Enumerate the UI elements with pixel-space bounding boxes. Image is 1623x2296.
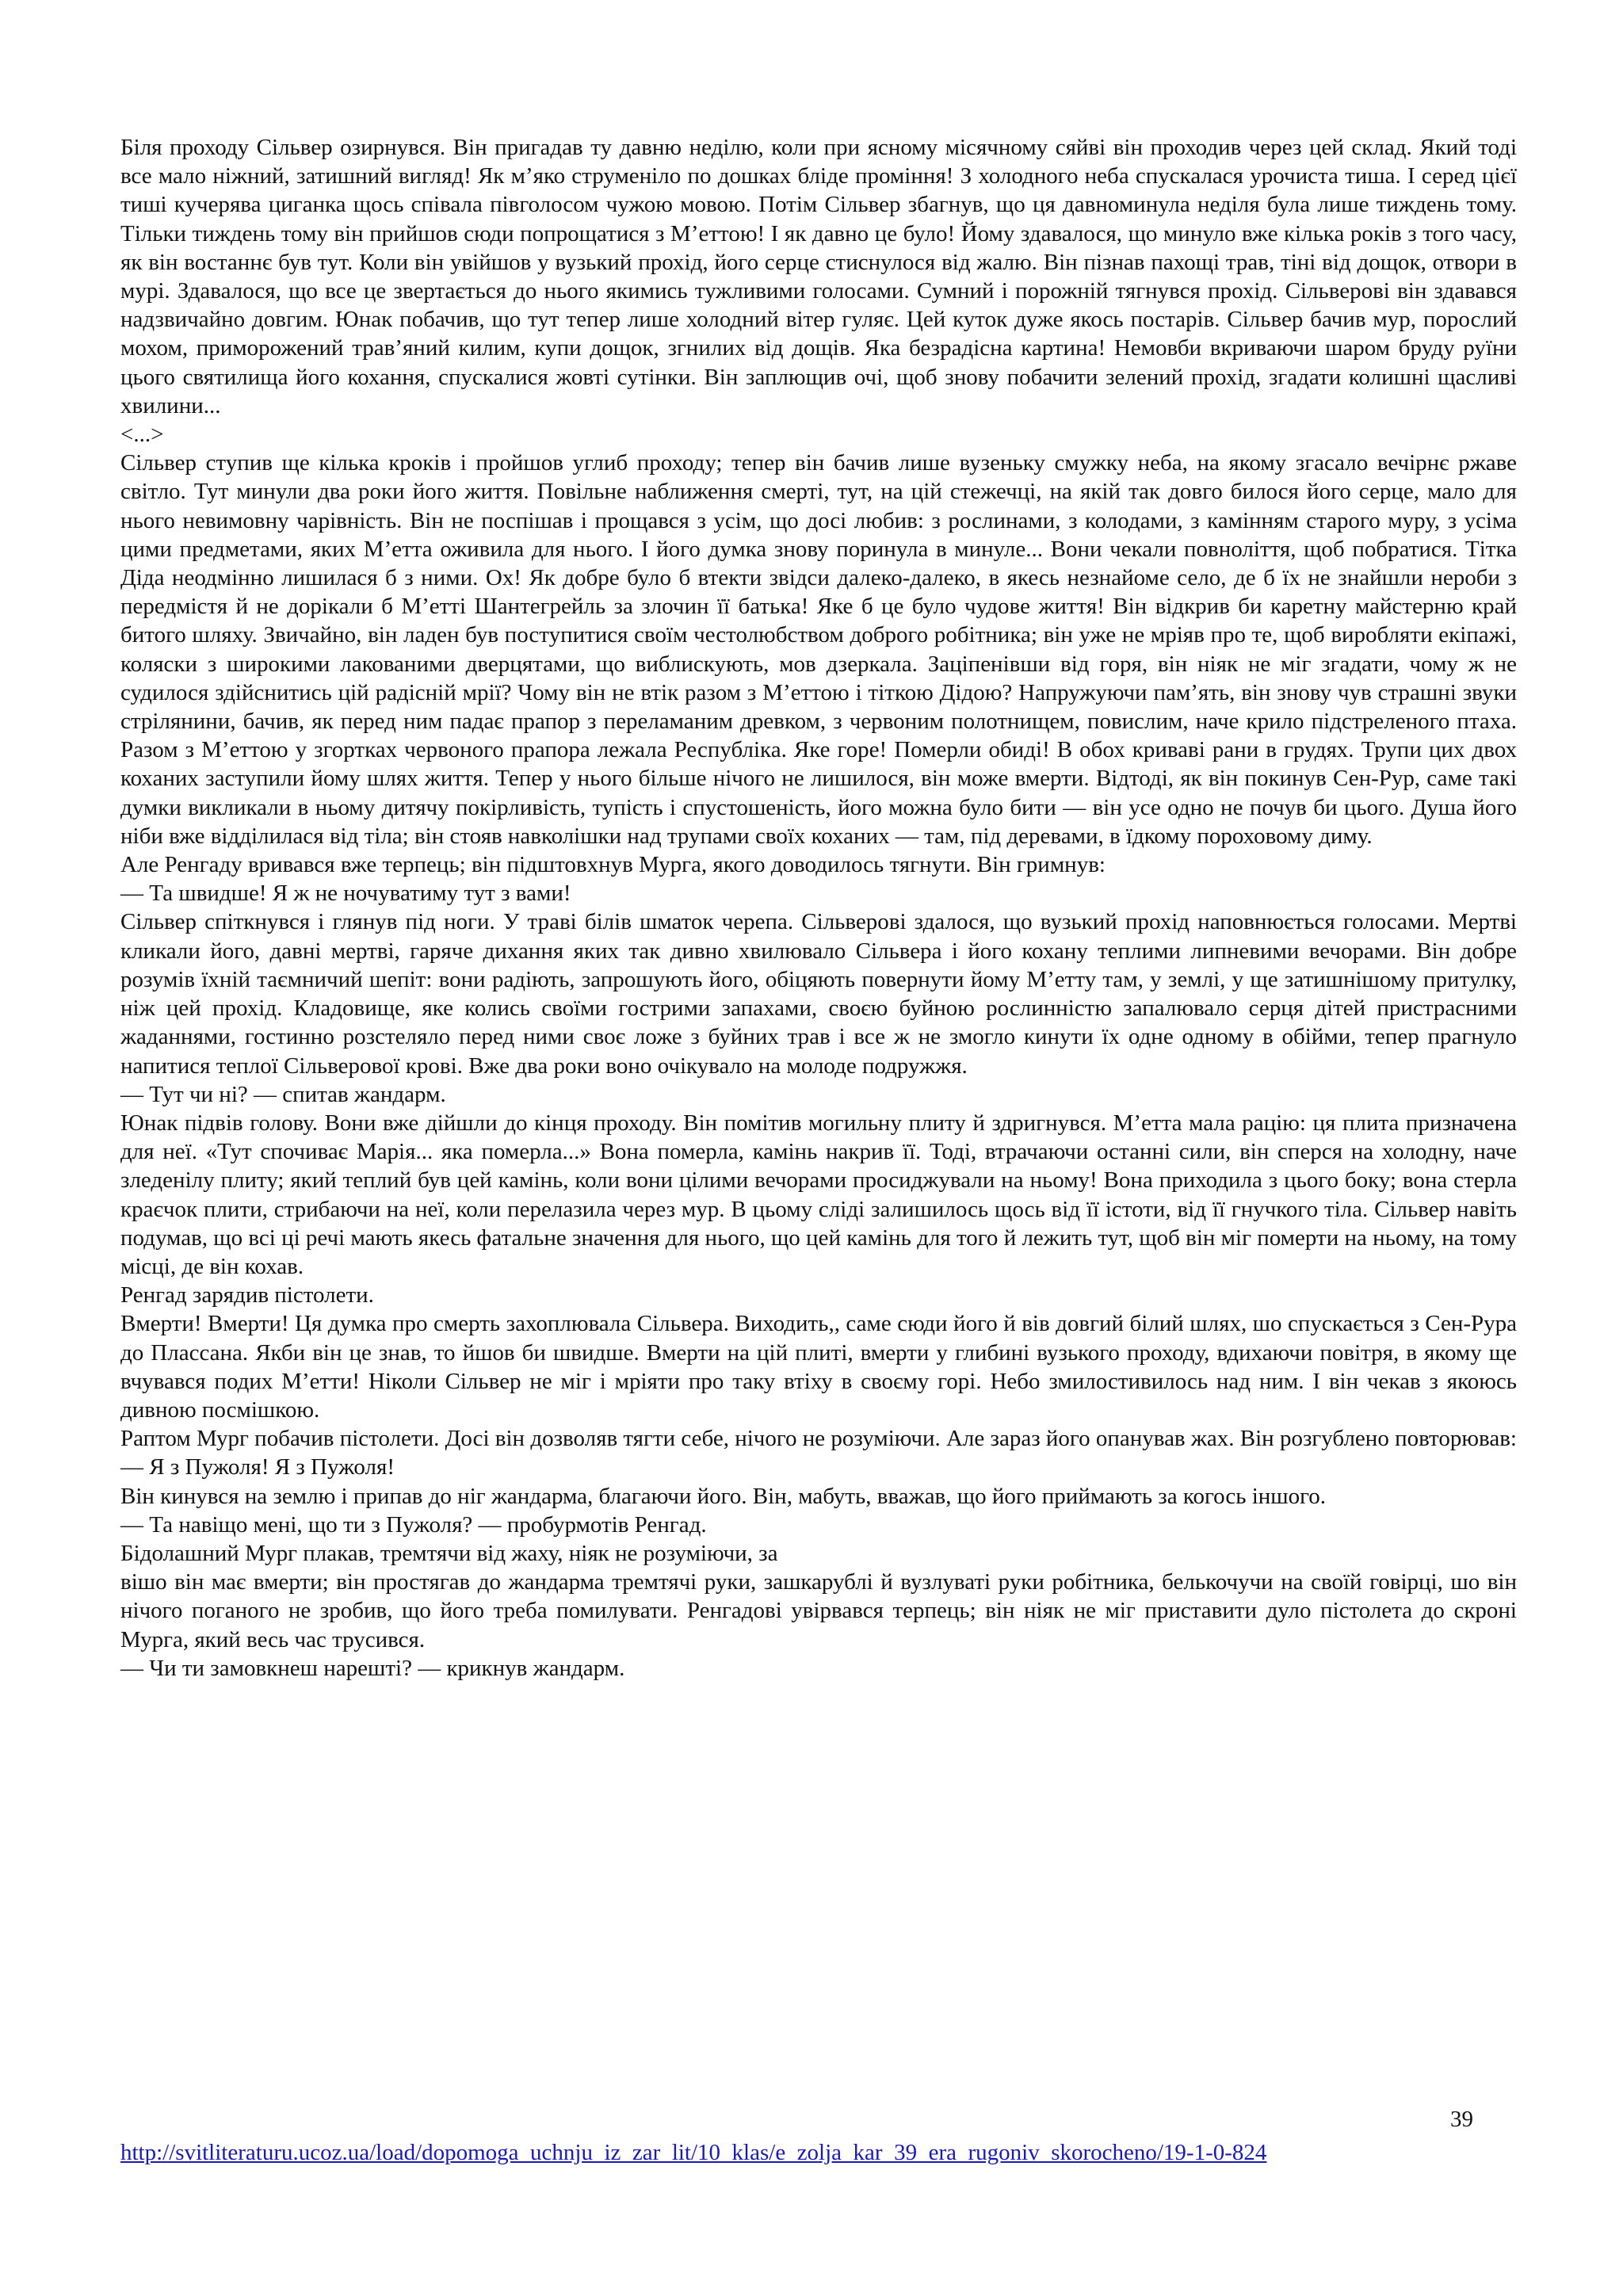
paragraph: Він кинувся на землю і припав до ніг жандарма, благаючи його. Він, мабуть, вважав, що його приймають за когось іншого. (120, 1483, 1327, 1509)
dialogue-line: — Чи ти замовкнеш нарешті? — крикнув жандарм. (120, 1655, 625, 1681)
dialogue-line: — Тут чи ні? — спитав жандарм. (120, 1081, 446, 1107)
document-body (120, 133, 1517, 1683)
dialogue-line: — Та швидше! Я ж не ночуватиму тут з вами! (120, 881, 571, 907)
paragraph: Раптом Мург побачив пістолети. Досі він дозволяв тягти себе, нічого не розуміючи. Але зараз його опанував жах. Він розгублено повторював: (120, 1426, 1517, 1452)
paragraph: Ренгад зарядив пістолети. (120, 1282, 374, 1308)
paragraph: Сільвер ступив ще кілька кроків і пройшов углиб проходу; тепер він бачив лише вузеньку смужку неба, на якому згасало вечірнє ржаве світло. Тут минули два роки його життя. Повільне наближення смерті, тут, на цій стежечці, на якій так довго билося його серце, мало для нього невимовну чарівність. Він не поспішав і прощався з усім, що досі любив: з рослинами, з колодами, з камінням старого муру, з усіма цими предметами, яких М’етта оживила для нього. І його думка знову поринула в минуле... Вони чекали повноліття, щоб побратися. Тітка Діда неодмінно лишилася б з ними. Ох! Як добре було б втекти звідси далеко-далеко, в якесь незнайоме село, де б їх не знайшли нероби з передмістя й не дорікали б М’етті Шантегрейль за злочин її батька! Яке б це було чудове життя! Він відкрив би каретну майстерню край битого шляху. Звичайно, він ладен був поступитися своїм честолюбством доброго робітника; він уже не мріяв про те, щоб виробляти екіпажі, коляски з широкими лакованими дверцятами, що виблискують, мов дзеркала. Заціпенівши від горя, він ніяк не міг згадати, чому ж не судилося здійснитись цій радісній мрії? Чому він не втік разом з М’еттою і тіткою Дідою? Напружуючи пам’ять, він знову чув страшні звуки стрілянини, бачив, як перед ним падає прапор з переламаним древком, з червоним полотнищем, повислим, наче крило підстреленого птаха. Разом з М’еттою у згортках червоного прапора лежала Республіка. Яке горе! Померли обиді! В обох криваві рани в грудях. Трупи цих двох коханих заступили йому шлях життя. Тепер у нього більше нічого не лишилося, він може вмерти. Відтоді, як він покинув Сен-Рур, саме такі думки викликали в ньому дитячу покірливість, тупість і спустошеність, його можна було бити — він усе одно не почув би цього. Душа його ніби вже відділилася від тіла; він стояв навколішки над трупами своїх коханих — там, під деревами, в їдкому пороховому диму. (120, 450, 1517, 849)
paragraph: Юнак підвів голову. Вони вже дійшли до кінця проходу. Він помітив могильну плиту й здригнувся. М’етта мала рацію: ця плита призначена для неї. «Тут спочиває Марія... яка померла...» Вона померла, камінь накрив її. Тоді, втрачаючи останні сили, він сперся на холодну, наче зледенілу плиту; який теплий був цей камінь, коли вони цілими вечорами просиджували на ньому! Вона приходила з цього боку; вона стерла краєчок плити, стрибаючи на неї, коли перелазила через мур. В цьому сліді залишилось щось від її істоти, від її гнучкого тіла. Сільвер навіть подумав, що всі ці речі мають якесь фатальне значення для нього, що цей камінь для того й лежить тут, щоб він міг померти на ньому, на тому місці, де він кохав. (120, 1110, 1517, 1279)
dialogue-line: — Та навіщо мені, що ти з Пужоля? — пробурмотів Ренгад. (120, 1511, 707, 1538)
paragraph: Бідолашний Мург плакав, тремтячи від жаху, ніяк не розуміючи, за (120, 1540, 778, 1566)
paragraph: вішо він має вмерти; він простягав до жандарма тремтячі руки, зашкарублі й вузлуваті руки робітника, белькочучи на своїй говірці, шо він нічого поганого не зробив, що його треба помилувати. Ренгадові увірвався терпець; він ніяк не міг приставити дуло пістолета до скроні Мурга, який весь час трусився. (120, 1569, 1517, 1652)
paragraph: Вмерти! Вмерти! Ця думка про смерть захоплювала Сільвера. Виходить,, саме сюди його й вів довгий білий шлях, шо спускається з Сен-Рура до Плассана. Якби він це знав, то йшов би швидше. Вмерти на цій плиті, вмерти у глибині вузького проходу, вдихаючи повітря, в якому ще вчувався подих М’етти! Ніколи Сільвер не міг і мріяти про таку втіху в своєму горі. Небо змилостивилось над ним. І він чекав з якоюсь дивною посмішкою. (120, 1311, 1517, 1423)
source-link[interactable]: http://svitliteraturu.ucoz.ua/load/dopomoga_uchnju_iz_zar_lit/10_klas/e_zolja_kar_39_era_rugoniv_skorocheno/19-1-0-824 (120, 2140, 1267, 2165)
page-number: 39 (1450, 2107, 1473, 2132)
paragraph: Але Ренгаду вривався вже терпець; він підштовхнув Мурга, якого доводилось тягнути. Він гримнув: (120, 852, 1106, 878)
omission-marker: <...> (120, 422, 164, 448)
dialogue-line: — Я з Пужоля! Я з Пужоля! (120, 1454, 395, 1480)
paragraph: Сільвер спіткнувся і глянув під ноги. У траві білів шматок черепа. Сільверові здалося, що вузький прохід наповнюється голосами. Мертві кликали його, давні мертві, гаряче дихання яких так дивно хвилювало Сільвера і його кохану теплими липневими вечорами. Він добре розумів їхній таємничий шепіт: вони радіють, запрошують його, обіцяють повернути йому М’етту там, у землі, у ще затишнішому притулку, ніж цей прохід. Кладовище, яке колись своїми гострими запахами, своєю буйною рослинністю запалювало серця дітей пристрасними жаданнями, гостинно розстеляло перед ними своє ложе з буйних трав і все ж не змогло кинути їх одне одному в обійми, тепер прагнуло напитися теплої Сільверової крові. Вже два роки воно очікувало на молоде подружжя. (120, 909, 1517, 1079)
paragraph: Біля проходу Сільвер озирнувся. Він пригадав ту давню неділю, коли при ясному місячному сяйві він проходив через цей склад. Який тоді все мало ніжний, затишний вигляд! Як м’яко струменіло по дошках бліде проміння! З холодного неба спускалася урочиста тиша. І серед цієї тиші кучерява циганка щось співала півголосом чужою мовою. Потім Сільвер збагнув, що ця давноминула неділя була лише тиждень тому. Тільки тиждень тому він прийшов сюди попрощатися з М’еттою! І як давно це було! Йому здавалося, що минуло вже кілька років з того часу, як він востаннє був тут. Коли він увійшов у вузький прохід, його серце стиснулося від жалю. Він пізнав пахощі трав, тіні від дощок, отвори в мурі. Здавалося, що все це звертається до нього якимись тужливими голосами. Сумний і порожній тягнувся прохід. Сільверові він здавався надзвичайно довгим. Юнак побачив, що тут тепер лише холодний вітер гуляє. Цей куток дуже якось постарів. Сільвер бачив мур, порослий мохом, приморожений трав’яний килим, купи дощок, згнилих від дощів. Яка безрадісна картина! Немовби вкриваючи шаром бруду руїни цього святилища його кохання, спускалися жовті сутінки. Він заплющив очі, щоб знову побачити зелений прохід, згадати колишні щасливі хвилини... (120, 135, 1517, 418)
